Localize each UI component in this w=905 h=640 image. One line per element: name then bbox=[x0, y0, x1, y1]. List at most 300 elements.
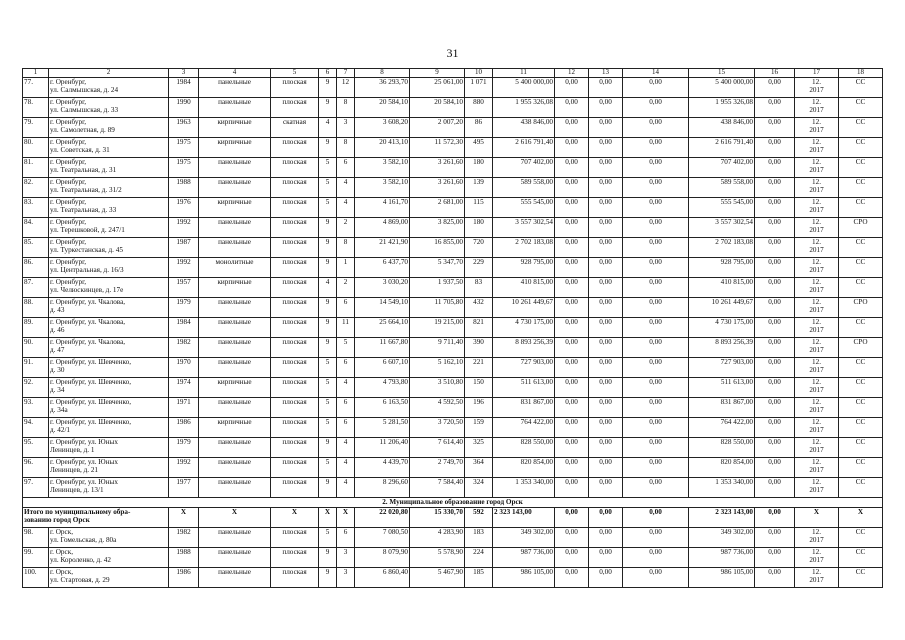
cell-c14: 0,00 bbox=[623, 438, 689, 458]
cell-walls: панельные bbox=[199, 528, 271, 548]
cell-c17: 12. 2017 bbox=[795, 568, 839, 588]
cell-c17: 12. 2017 bbox=[795, 78, 839, 98]
table-row bbox=[23, 378, 883, 398]
cell-c13: 0,00 bbox=[589, 278, 623, 298]
cell-floors: 5 bbox=[319, 418, 337, 438]
table-row bbox=[23, 528, 883, 548]
cell-year: 1971 bbox=[169, 398, 199, 418]
cell-c14: 0,00 bbox=[623, 258, 689, 278]
cell-c8: 3 582,10 bbox=[355, 158, 410, 178]
cell-c10: 390 bbox=[465, 338, 493, 358]
cell-c9: 1 937,50 bbox=[410, 278, 465, 298]
cell-c16: 0,00 bbox=[755, 568, 795, 588]
cell-c8: 4 161,70 bbox=[355, 198, 410, 218]
cell-c17: 12. 2017 bbox=[795, 418, 839, 438]
cell-c18: СС bbox=[839, 238, 883, 258]
cell-addr: г. Оренбург, ул. Самолетная, д. 89 bbox=[49, 118, 169, 138]
cell-c15: 589 558,00 bbox=[689, 178, 755, 198]
cell-c11: 831 867,00 bbox=[493, 398, 555, 418]
total-c11: 2 323 143,00 bbox=[493, 508, 555, 528]
cell-c11: 589 558,00 bbox=[493, 178, 555, 198]
cell-c17: 12. 2017 bbox=[795, 278, 839, 298]
cell-ent: 1 bbox=[337, 258, 355, 278]
cell-c11: 410 815,00 bbox=[493, 278, 555, 298]
cell-c12: 0,00 bbox=[555, 458, 589, 478]
cell-c14: 0,00 bbox=[623, 238, 689, 258]
cell-c14: 0,00 bbox=[623, 358, 689, 378]
cell-n: 78. bbox=[23, 98, 49, 118]
cell-walls: панельные bbox=[199, 238, 271, 258]
cell-addr: г. Оренбург, ул. Театральная, д. 33 bbox=[49, 198, 169, 218]
cell-c14: 0,00 bbox=[623, 548, 689, 568]
cell-roof: плоская bbox=[271, 438, 319, 458]
cell-c13: 0,00 bbox=[589, 418, 623, 438]
cell-c14: 0,00 bbox=[623, 218, 689, 238]
table-row bbox=[23, 138, 883, 158]
cell-ent: 4 bbox=[337, 198, 355, 218]
cell-year: 1992 bbox=[169, 258, 199, 278]
cell-addr: г. Оренбург, ул. Чкалова, д. 46 bbox=[49, 318, 169, 338]
cell-floors: 4 bbox=[319, 278, 337, 298]
cell-c15: 928 795,00 bbox=[689, 258, 755, 278]
cell-c17: 12. 2017 bbox=[795, 238, 839, 258]
header-cell-18: 18 bbox=[839, 69, 883, 78]
cell-c8: 4 793,80 bbox=[355, 378, 410, 398]
cell-c18: СС bbox=[839, 178, 883, 198]
cell-ent: 6 bbox=[337, 528, 355, 548]
cell-addr: г. Оренбург, ул. Юных Ленинцев, д. 21 bbox=[49, 458, 169, 478]
cell-addr: г. Оренбург, ул. Центральная, д. 16/3 bbox=[49, 258, 169, 278]
cell-c15: 4 730 175,00 bbox=[689, 318, 755, 338]
cell-c15: 831 867,00 bbox=[689, 398, 755, 418]
cell-n: 96. bbox=[23, 458, 49, 478]
cell-c8: 5 281,50 bbox=[355, 418, 410, 438]
cell-c17: 12. 2017 bbox=[795, 548, 839, 568]
cell-c13: 0,00 bbox=[589, 258, 623, 278]
cell-c11: 2 702 183,08 bbox=[493, 238, 555, 258]
cell-c15: 987 736,00 bbox=[689, 548, 755, 568]
cell-c15: 2 702 183,08 bbox=[689, 238, 755, 258]
cell-addr: г. Оренбург, ул. Шевченко, д. 42/1 bbox=[49, 418, 169, 438]
cell-c12: 0,00 bbox=[555, 358, 589, 378]
cell-c9: 11 705,80 bbox=[410, 298, 465, 318]
cell-floors: 9 bbox=[319, 298, 337, 318]
header-cell-11: 11 bbox=[493, 69, 555, 78]
cell-c9: 9 711,40 bbox=[410, 338, 465, 358]
cell-ent: 4 bbox=[337, 438, 355, 458]
cell-c13: 0,00 bbox=[589, 158, 623, 178]
cell-c17: 12. 2017 bbox=[795, 378, 839, 398]
cell-c9: 16 855,00 bbox=[410, 238, 465, 258]
cell-c10: 495 bbox=[465, 138, 493, 158]
cell-walls: панельные bbox=[199, 78, 271, 98]
cell-c10: 221 bbox=[465, 358, 493, 378]
cell-c12: 0,00 bbox=[555, 258, 589, 278]
cell-c14: 0,00 bbox=[623, 298, 689, 318]
cell-ent: 4 bbox=[337, 478, 355, 498]
cell-year: 1986 bbox=[169, 568, 199, 588]
cell-c18: СС bbox=[839, 258, 883, 278]
cell-c17: 12. 2017 bbox=[795, 138, 839, 158]
cell-year: 1987 bbox=[169, 238, 199, 258]
cell-c8: 6 437,70 bbox=[355, 258, 410, 278]
cell-c18: СС bbox=[839, 138, 883, 158]
cell-c14: 0,00 bbox=[623, 458, 689, 478]
cell-n: 94. bbox=[23, 418, 49, 438]
cell-c10: 180 bbox=[465, 158, 493, 178]
table-row bbox=[23, 418, 883, 438]
total-label: Итого по муниципальному обра- зованию город Орск bbox=[23, 508, 169, 528]
cell-walls: панельные bbox=[199, 178, 271, 198]
cell-walls: панельные bbox=[199, 438, 271, 458]
cell-year: 1975 bbox=[169, 158, 199, 178]
table-row bbox=[23, 568, 883, 588]
cell-c14: 0,00 bbox=[623, 158, 689, 178]
cell-c13: 0,00 bbox=[589, 398, 623, 418]
cell-c17: 12. 2017 bbox=[795, 398, 839, 418]
cell-year: 1975 bbox=[169, 138, 199, 158]
cell-year: 1979 bbox=[169, 298, 199, 318]
table-row bbox=[23, 258, 883, 278]
cell-c15: 707 402,00 bbox=[689, 158, 755, 178]
cell-n: 85. bbox=[23, 238, 49, 258]
cell-roof: плоская bbox=[271, 238, 319, 258]
cell-c9: 2 749,70 bbox=[410, 458, 465, 478]
cell-c10: 432 bbox=[465, 298, 493, 318]
cell-c9: 7 584,40 bbox=[410, 478, 465, 498]
cell-c12: 0,00 bbox=[555, 298, 589, 318]
cell-c15: 727 903,00 bbox=[689, 358, 755, 378]
cell-walls: кирпичные bbox=[199, 378, 271, 398]
total-c17: X bbox=[795, 508, 839, 528]
cell-c15: 511 613,00 bbox=[689, 378, 755, 398]
cell-c18: СС bbox=[839, 438, 883, 458]
cell-c14: 0,00 bbox=[623, 568, 689, 588]
cell-c11: 511 613,00 bbox=[493, 378, 555, 398]
cell-addr: г. Оренбург, ул. Терешковой, д. 247/1 bbox=[49, 218, 169, 238]
section-title-row bbox=[23, 498, 883, 508]
cell-c8: 3 608,20 bbox=[355, 118, 410, 138]
total-c5: X bbox=[271, 508, 319, 528]
cell-ent: 3 bbox=[337, 548, 355, 568]
cell-c13: 0,00 bbox=[589, 238, 623, 258]
cell-year: 1990 bbox=[169, 98, 199, 118]
total-c8: 22 020,80 bbox=[355, 508, 410, 528]
cell-c11: 5 400 000,00 bbox=[493, 78, 555, 98]
cell-c10: 821 bbox=[465, 318, 493, 338]
cell-year: 1984 bbox=[169, 318, 199, 338]
cell-c17: 12. 2017 bbox=[795, 358, 839, 378]
cell-n: 87. bbox=[23, 278, 49, 298]
cell-addr: г. Орск, ул. Стартовая, д. 29 bbox=[49, 568, 169, 588]
cell-ent: 6 bbox=[337, 298, 355, 318]
cell-c13: 0,00 bbox=[589, 438, 623, 458]
table-row bbox=[23, 478, 883, 498]
header-cell-16: 16 bbox=[755, 69, 795, 78]
cell-c11: 555 545,00 bbox=[493, 198, 555, 218]
cell-floors: 9 bbox=[319, 318, 337, 338]
cell-c8: 11 667,80 bbox=[355, 338, 410, 358]
cell-c8: 6 163,50 bbox=[355, 398, 410, 418]
cell-c15: 820 854,00 bbox=[689, 458, 755, 478]
cell-c11: 2 616 791,40 bbox=[493, 138, 555, 158]
cell-addr: г. Оренбург, ул. Шевченко, д. 34 bbox=[49, 378, 169, 398]
cell-c18: СС bbox=[839, 198, 883, 218]
cell-c10: 224 bbox=[465, 548, 493, 568]
table-row bbox=[23, 398, 883, 418]
cell-year: 1988 bbox=[169, 548, 199, 568]
cell-c16: 0,00 bbox=[755, 238, 795, 258]
cell-n: 84. bbox=[23, 218, 49, 238]
cell-c13: 0,00 bbox=[589, 78, 623, 98]
cell-c10: 139 bbox=[465, 178, 493, 198]
cell-c12: 0,00 bbox=[555, 478, 589, 498]
cell-c11: 828 550,00 bbox=[493, 438, 555, 458]
cell-ent: 4 bbox=[337, 178, 355, 198]
table-row bbox=[23, 198, 883, 218]
cell-ent: 5 bbox=[337, 338, 355, 358]
cell-addr: г. Оренбург, ул. Челюскинцев, д. 17е bbox=[49, 278, 169, 298]
cell-n: 83. bbox=[23, 198, 49, 218]
cell-c15: 10 261 449,67 bbox=[689, 298, 755, 318]
cell-c11: 438 846,00 bbox=[493, 118, 555, 138]
cell-c17: 12. 2017 bbox=[795, 178, 839, 198]
cell-c15: 555 545,00 bbox=[689, 198, 755, 218]
cell-roof: плоская bbox=[271, 378, 319, 398]
table-row bbox=[23, 278, 883, 298]
cell-walls: панельные bbox=[199, 158, 271, 178]
cell-c18: СС bbox=[839, 78, 883, 98]
header-cell-6: 6 bbox=[319, 69, 337, 78]
cell-c12: 0,00 bbox=[555, 398, 589, 418]
cell-roof: плоская bbox=[271, 568, 319, 588]
cell-c16: 0,00 bbox=[755, 418, 795, 438]
cell-ent: 11 bbox=[337, 318, 355, 338]
cell-c9: 5 467,90 bbox=[410, 568, 465, 588]
cell-floors: 9 bbox=[319, 78, 337, 98]
cell-c8: 20 584,10 bbox=[355, 98, 410, 118]
cell-c8: 6 860,40 bbox=[355, 568, 410, 588]
cell-addr: г. Оренбург, ул. Юных Ленинцев, д. 1 bbox=[49, 438, 169, 458]
cell-c11: 1 955 326,08 bbox=[493, 98, 555, 118]
cell-c14: 0,00 bbox=[623, 478, 689, 498]
cell-c12: 0,00 bbox=[555, 138, 589, 158]
cell-c13: 0,00 bbox=[589, 478, 623, 498]
cell-floors: 5 bbox=[319, 378, 337, 398]
cell-c11: 986 105,00 bbox=[493, 568, 555, 588]
cell-addr: г. Оренбург, ул. Чкалова, д. 47 bbox=[49, 338, 169, 358]
cell-c17: 12. 2017 bbox=[795, 478, 839, 498]
cell-c15: 986 105,00 bbox=[689, 568, 755, 588]
cell-roof: плоская bbox=[271, 178, 319, 198]
cell-c10: 880 bbox=[465, 98, 493, 118]
cell-c18: СС bbox=[839, 318, 883, 338]
table-row bbox=[23, 358, 883, 378]
cell-roof: плоская bbox=[271, 98, 319, 118]
cell-floors: 9 bbox=[319, 218, 337, 238]
cell-c13: 0,00 bbox=[589, 198, 623, 218]
cell-n: 93. bbox=[23, 398, 49, 418]
table-row bbox=[23, 158, 883, 178]
cell-c14: 0,00 bbox=[623, 278, 689, 298]
cell-n: 80. bbox=[23, 138, 49, 158]
cell-c17: 12. 2017 bbox=[795, 338, 839, 358]
cell-c15: 828 550,00 bbox=[689, 438, 755, 458]
cell-n: 82. bbox=[23, 178, 49, 198]
cell-c16: 0,00 bbox=[755, 438, 795, 458]
total-c6: X bbox=[319, 508, 337, 528]
cell-c12: 0,00 bbox=[555, 278, 589, 298]
cell-c12: 0,00 bbox=[555, 98, 589, 118]
cell-c11: 727 903,00 bbox=[493, 358, 555, 378]
cell-c9: 19 215,00 bbox=[410, 318, 465, 338]
cell-c10: 364 bbox=[465, 458, 493, 478]
cell-c8: 3 582,10 bbox=[355, 178, 410, 198]
cell-c16: 0,00 bbox=[755, 528, 795, 548]
cell-c16: 0,00 bbox=[755, 458, 795, 478]
cell-floors: 9 bbox=[319, 138, 337, 158]
cell-ent: 6 bbox=[337, 418, 355, 438]
cell-ent: 2 bbox=[337, 218, 355, 238]
cell-floors: 9 bbox=[319, 98, 337, 118]
cell-c8: 8 296,60 bbox=[355, 478, 410, 498]
cell-c16: 0,00 bbox=[755, 258, 795, 278]
cell-year: 1957 bbox=[169, 278, 199, 298]
cell-c10: 720 bbox=[465, 238, 493, 258]
cell-year: 1986 bbox=[169, 418, 199, 438]
total-c7: X bbox=[337, 508, 355, 528]
cell-c12: 0,00 bbox=[555, 378, 589, 398]
cell-c17: 12. 2017 bbox=[795, 438, 839, 458]
cell-roof: плоская bbox=[271, 198, 319, 218]
header-cell-10: 10 bbox=[465, 69, 493, 78]
cell-c12: 0,00 bbox=[555, 438, 589, 458]
cell-c10: 86 bbox=[465, 118, 493, 138]
cell-floors: 9 bbox=[319, 238, 337, 258]
cell-c14: 0,00 bbox=[623, 318, 689, 338]
cell-c18: СС bbox=[839, 358, 883, 378]
cell-c18: СС bbox=[839, 378, 883, 398]
cell-c15: 764 422,00 bbox=[689, 418, 755, 438]
cell-c10: 115 bbox=[465, 198, 493, 218]
cell-walls: панельные bbox=[199, 478, 271, 498]
cell-c15: 349 302,00 bbox=[689, 528, 755, 548]
cell-walls: панельные bbox=[199, 568, 271, 588]
cell-roof: плоская bbox=[271, 418, 319, 438]
cell-c17: 12. 2017 bbox=[795, 258, 839, 278]
cell-roof: плоская bbox=[271, 158, 319, 178]
cell-c13: 0,00 bbox=[589, 568, 623, 588]
cell-c18: СС bbox=[839, 458, 883, 478]
cell-c9: 25 061,00 bbox=[410, 78, 465, 98]
cell-c14: 0,00 bbox=[623, 198, 689, 218]
cell-ent: 3 bbox=[337, 568, 355, 588]
cell-c15: 1 955 326,08 bbox=[689, 98, 755, 118]
cell-year: 1970 bbox=[169, 358, 199, 378]
header-cell-2: 2 bbox=[49, 69, 169, 78]
cell-floors: 5 bbox=[319, 158, 337, 178]
cell-c14: 0,00 bbox=[623, 418, 689, 438]
cell-floors: 5 bbox=[319, 458, 337, 478]
cell-c18: СС bbox=[839, 98, 883, 118]
cell-c13: 0,00 bbox=[589, 118, 623, 138]
cell-c17: 12. 2017 bbox=[795, 298, 839, 318]
table-row bbox=[23, 458, 883, 478]
table-row bbox=[23, 298, 883, 318]
table-row bbox=[23, 438, 883, 458]
cell-c12: 0,00 bbox=[555, 238, 589, 258]
cell-c16: 0,00 bbox=[755, 298, 795, 318]
cell-c17: 12. 2017 bbox=[795, 118, 839, 138]
cell-c17: 12. 2017 bbox=[795, 158, 839, 178]
header-cell-12: 12 bbox=[555, 69, 589, 78]
total-c14: 0,00 bbox=[623, 508, 689, 528]
cell-roof: плоская bbox=[271, 338, 319, 358]
cell-ent: 6 bbox=[337, 358, 355, 378]
cell-floors: 5 bbox=[319, 178, 337, 198]
cell-walls: панельные bbox=[199, 318, 271, 338]
cell-c10: 324 bbox=[465, 478, 493, 498]
cell-c18: СРО bbox=[839, 218, 883, 238]
housing-repair-table bbox=[22, 68, 883, 588]
cell-c17: 12. 2017 bbox=[795, 318, 839, 338]
cell-c16: 0,00 bbox=[755, 78, 795, 98]
cell-year: 1963 bbox=[169, 118, 199, 138]
cell-c13: 0,00 bbox=[589, 358, 623, 378]
cell-roof: плоская bbox=[271, 218, 319, 238]
cell-c10: 196 bbox=[465, 398, 493, 418]
cell-c16: 0,00 bbox=[755, 138, 795, 158]
cell-roof: плоская bbox=[271, 318, 319, 338]
cell-c12: 0,00 bbox=[555, 418, 589, 438]
cell-c16: 0,00 bbox=[755, 398, 795, 418]
cell-c17: 12. 2017 bbox=[795, 198, 839, 218]
cell-c15: 410 815,00 bbox=[689, 278, 755, 298]
cell-c18: СРО bbox=[839, 298, 883, 318]
cell-floors: 5 bbox=[319, 528, 337, 548]
cell-floors: 5 bbox=[319, 198, 337, 218]
cell-c11: 8 893 256,39 bbox=[493, 338, 555, 358]
cell-year: 1982 bbox=[169, 338, 199, 358]
cell-n: 86. bbox=[23, 258, 49, 278]
header-cell-13: 13 bbox=[589, 69, 623, 78]
cell-ent: 6 bbox=[337, 398, 355, 418]
cell-c16: 0,00 bbox=[755, 338, 795, 358]
header-cell-5: 5 bbox=[271, 69, 319, 78]
cell-n: 88. bbox=[23, 298, 49, 318]
cell-c16: 0,00 bbox=[755, 118, 795, 138]
cell-roof: плоская bbox=[271, 548, 319, 568]
cell-walls: панельные bbox=[199, 338, 271, 358]
cell-c10: 183 bbox=[465, 528, 493, 548]
cell-n: 81. bbox=[23, 158, 49, 178]
cell-walls: панельные bbox=[199, 98, 271, 118]
cell-c8: 7 080,50 bbox=[355, 528, 410, 548]
cell-c10: 229 bbox=[465, 258, 493, 278]
table-row bbox=[23, 238, 883, 258]
cell-walls: панельные bbox=[199, 218, 271, 238]
cell-year: 1984 bbox=[169, 78, 199, 98]
total-c13: 0,00 bbox=[589, 508, 623, 528]
total-c9: 15 330,70 bbox=[410, 508, 465, 528]
cell-c13: 0,00 bbox=[589, 378, 623, 398]
cell-c8: 25 664,10 bbox=[355, 318, 410, 338]
table-header-row bbox=[23, 69, 883, 78]
cell-c12: 0,00 bbox=[555, 218, 589, 238]
header-cell-7: 7 bbox=[337, 69, 355, 78]
cell-addr: г. Оренбург, ул. Советская, д. 31 bbox=[49, 138, 169, 158]
table-row bbox=[23, 318, 883, 338]
